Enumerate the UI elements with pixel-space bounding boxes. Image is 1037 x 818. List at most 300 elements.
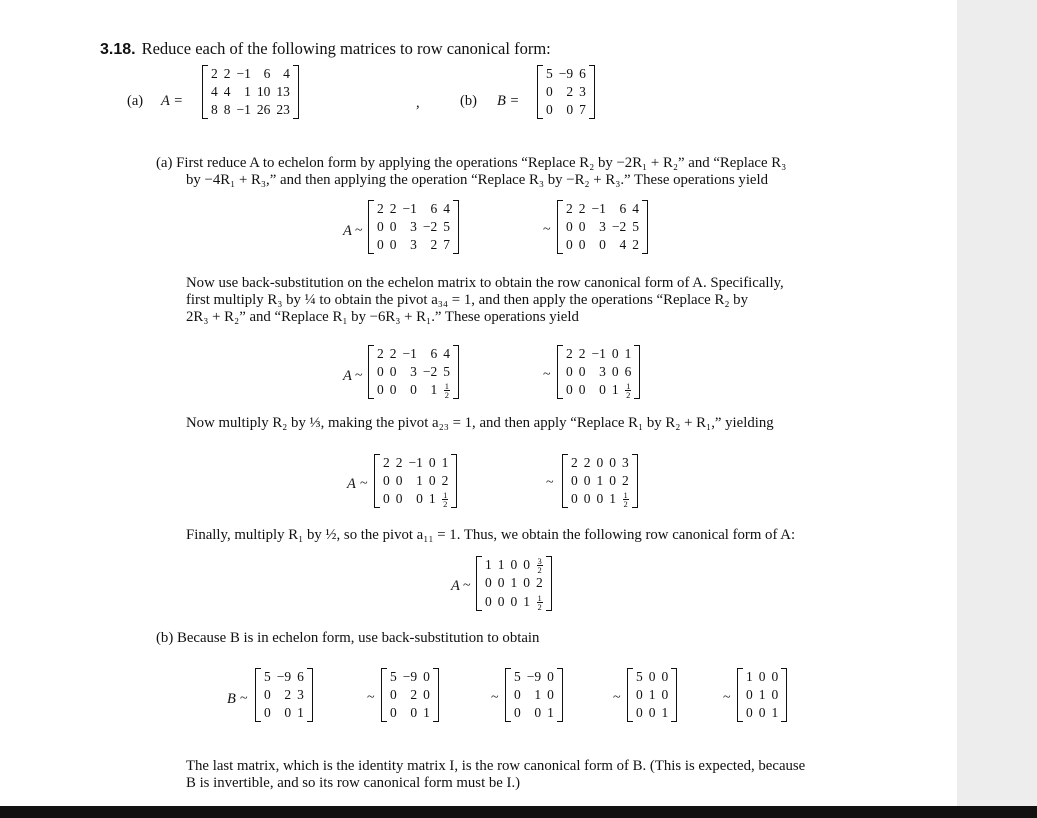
numerator: 1	[623, 490, 628, 501]
matrix-entry: 1	[441, 455, 449, 470]
matrix-entry: 2	[566, 84, 574, 99]
matrix-entry: −9	[526, 669, 542, 684]
matrix-entry: 0	[410, 382, 417, 398]
matrix-entry: 1	[624, 346, 632, 361]
matrix-b-step-1	[255, 668, 313, 722]
a-tilde-step-1: A	[343, 223, 352, 239]
matrix-entry: 1	[430, 382, 438, 398]
tilde-step-1: ~	[355, 223, 363, 238]
matrix-b-step-3	[505, 668, 563, 722]
matrix-entry: 0	[609, 455, 616, 470]
matrix-entry: 0	[264, 687, 271, 702]
matrix-row	[374, 200, 453, 218]
matrix-entry: 2	[566, 346, 573, 361]
matrix-entry: 0	[758, 705, 766, 720]
bracket-right	[293, 65, 299, 119]
a-tilde-final: A	[451, 578, 460, 594]
matrix-entry: 3	[622, 455, 629, 470]
part-a-label: (a)	[127, 93, 144, 109]
tilde-2b: ~	[543, 367, 551, 382]
matrix-entry: 0	[377, 364, 384, 379]
matrix-entry: 3	[599, 364, 606, 379]
denominator: 2	[626, 390, 631, 401]
matrix-entry: 0	[389, 237, 397, 252]
matrix-entry: 1	[510, 575, 518, 591]
matrix-a-symbol: A =	[161, 93, 184, 109]
matrix-entry: 0	[383, 491, 390, 507]
matrix-row	[387, 686, 433, 704]
matrix-row	[543, 83, 589, 101]
matrix-entry: 2	[223, 66, 231, 81]
matrix-entry: 1	[596, 473, 604, 488]
matrix-entry: −1	[402, 201, 417, 216]
matrix-entry: 1	[523, 593, 530, 609]
bracket-right	[451, 454, 457, 508]
matrix-entry: 0	[746, 687, 753, 702]
part-b-label: (b)	[460, 93, 477, 109]
tilde-chain-3: ~	[613, 690, 621, 705]
matrix-entry: 0	[497, 575, 505, 591]
matrix-entry: 6	[430, 346, 438, 361]
matrix-entry: 1	[416, 473, 423, 488]
matrix-entry: 0	[514, 705, 521, 720]
right-sidebar-panel	[957, 0, 1037, 818]
matrix-row	[380, 490, 451, 508]
matrix-row	[568, 490, 632, 508]
matrix-entry: 0	[523, 575, 530, 591]
matrix-body	[261, 668, 307, 722]
matrix-row	[563, 363, 634, 381]
matrix-entry: 0	[648, 669, 656, 684]
matrix-entry: 0	[485, 575, 492, 591]
matrix-row	[563, 236, 642, 254]
matrix-entry: 2	[632, 237, 639, 252]
para-4: Finally, multiply R₁ by ½, so the pivot a₁₁ = 1. Thus, we obtain the following row canonical form of A:	[186, 527, 796, 543]
matrix-entry: 0	[485, 593, 492, 609]
matrix-entry: 2	[441, 473, 449, 488]
matrix-step-2b	[557, 345, 640, 399]
matrix-row	[387, 704, 433, 722]
matrix-row	[380, 454, 451, 472]
matrix-body	[743, 668, 781, 722]
matrix-entry: 23	[276, 102, 290, 117]
matrix-entry: 0	[383, 473, 390, 488]
matrix-row	[261, 686, 307, 704]
matrix-entry: 1	[534, 687, 542, 702]
matrix-entry: 0	[546, 102, 553, 117]
matrix-entry	[622, 381, 635, 399]
matrix-entry: 0	[771, 669, 779, 684]
matrix-row	[208, 65, 293, 83]
matrix-entry: 2	[377, 346, 384, 361]
matrix-entry: 3	[410, 364, 417, 379]
matrix-body	[380, 454, 451, 508]
matrix-body	[543, 65, 589, 119]
matrix-entry: 8	[211, 102, 218, 117]
matrix-entry: 0	[547, 669, 554, 684]
matrix-entry: 0	[497, 593, 505, 609]
matrix-row	[511, 668, 557, 686]
matrix-entry: 3	[410, 237, 417, 252]
matrix-body	[387, 668, 433, 722]
matrix-b-step-4	[627, 668, 677, 722]
bracket-right	[589, 65, 595, 119]
matrix-entry: 5	[636, 669, 643, 684]
bracket-right	[453, 200, 459, 254]
a-tilde-step-3: A	[347, 476, 356, 492]
numerator: 1	[537, 592, 542, 603]
matrix-entry: 0	[514, 687, 521, 702]
matrix-row	[743, 704, 781, 722]
matrix-body	[633, 668, 671, 722]
matrix-entry: 4	[443, 346, 450, 361]
matrix-row	[543, 65, 589, 83]
matrix-entry: 0	[571, 473, 578, 488]
bracket-right	[307, 668, 313, 722]
matrix-entry: 3	[297, 687, 304, 702]
tilde-1b: ~	[543, 222, 551, 237]
fraction	[537, 557, 543, 574]
matrix-entry: 0	[596, 491, 604, 507]
matrix-row	[568, 454, 632, 472]
matrix-b	[537, 65, 595, 119]
matrix-entry: 1	[661, 705, 669, 720]
matrix-entry: 0	[746, 705, 753, 720]
matrix-body	[511, 668, 557, 722]
matrix-entry: 2	[410, 687, 418, 702]
matrix-entry: 0	[583, 491, 591, 507]
tilde-chain-0: ~	[240, 691, 248, 706]
para-3: Now multiply R₂ by ⅓, making the pivot a₂₃ = 1, and then apply “Replace R₁ by R₂ + R₁,” yielding	[186, 415, 774, 431]
matrix-entry: 4	[619, 237, 627, 252]
matrix-entry: 0	[377, 382, 384, 398]
matrix-row	[261, 704, 307, 722]
matrix-entry: −1	[236, 102, 251, 117]
problem-statement: Reduce each of the following matrices to row canonical form:	[141, 39, 551, 58]
matrix-entry: 8	[223, 102, 231, 117]
fraction	[625, 382, 631, 399]
matrix-entry: 3	[410, 219, 417, 234]
matrix-entry: 0	[566, 382, 573, 398]
matrix-entry: 1	[611, 382, 619, 398]
matrix-entry: −1	[591, 346, 606, 361]
matrix-entry: 0	[578, 382, 586, 398]
matrix-row	[563, 218, 642, 236]
solution-a-line-2: by −4R₁ + R₃,” and then applying the operation “Replace R₃ by −R₂ + R₃.” These operations yield	[186, 172, 769, 188]
matrix-entry	[440, 381, 453, 399]
matrix-row	[511, 686, 557, 704]
fraction	[623, 491, 629, 508]
matrix-step-2a	[368, 345, 459, 399]
matrix-entry: −2	[422, 364, 438, 379]
para-2-line-1: Now use back-substitution on the echelon matrix to obtain the row canonical form of A. Specifically,	[186, 275, 784, 291]
matrix-row	[482, 556, 546, 574]
bracket-right	[781, 668, 787, 722]
matrix-row	[743, 668, 781, 686]
matrix-entry: 1	[547, 705, 554, 720]
fraction	[537, 594, 543, 611]
matrix-entry: 0	[428, 473, 436, 488]
problem-number: 3.18.	[100, 41, 136, 58]
tilde-3b: ~	[546, 475, 554, 490]
matrix-body	[374, 200, 453, 254]
matrix-entry: 1	[771, 705, 779, 720]
bracket-right	[433, 668, 439, 722]
tilde-step-2: ~	[355, 368, 363, 383]
matrix-entry: 5	[546, 66, 553, 81]
matrix-entry: 0	[410, 705, 418, 720]
matrix-entry: 0	[428, 455, 436, 470]
matrix-step-3a	[374, 454, 457, 508]
matrix-entry: −9	[276, 669, 292, 684]
matrix-row	[543, 101, 589, 119]
matrix-step-3b	[562, 454, 638, 508]
matrix-entry: 2	[211, 66, 218, 81]
matrix-entry: 2	[583, 455, 591, 470]
matrix-entry: 0	[416, 491, 423, 507]
matrix-entry: 4	[223, 84, 231, 99]
matrix-entry: 1	[746, 669, 753, 684]
matrix-entry: 0	[395, 491, 403, 507]
matrix-entry: 0	[377, 237, 384, 252]
matrix-row	[374, 363, 453, 381]
denominator: 2	[444, 390, 449, 401]
matrix-entry	[439, 490, 452, 508]
matrix-entry: 1	[428, 491, 436, 507]
solution-b-line: (b) Because B is in echelon form, use back-substitution to obtain	[156, 630, 540, 646]
matrix-entry: 0	[534, 705, 542, 720]
denominator: 2	[623, 499, 628, 510]
denominator: 2	[537, 565, 542, 576]
matrix-entry: 0	[758, 669, 766, 684]
matrix-body	[374, 345, 453, 399]
bracket-right	[546, 556, 552, 611]
matrix-entry: 0	[609, 473, 616, 488]
matrix-entry: 1	[609, 491, 616, 507]
matrix-row	[563, 381, 634, 399]
matrix-entry: 4	[632, 201, 639, 216]
bracket-right	[557, 668, 563, 722]
numerator: 1	[626, 381, 631, 392]
solution-a-line-1: (a) First reduce A to echelon form by applying the operations “Replace R₂ by −2R₁ + R₂” and “Replace R₃	[156, 155, 787, 171]
matrix-entry: 2	[571, 455, 578, 470]
matrix-entry: 4	[283, 66, 290, 81]
matrix-entry: 5	[443, 364, 450, 379]
matrix-entry: 1	[423, 705, 430, 720]
matrix-entry: 0	[284, 705, 292, 720]
closing-line-2: B is invertible, and so its row canonical form must be I.)	[186, 775, 521, 791]
matrix-entry: 0	[578, 219, 586, 234]
matrix-entry: 0	[578, 364, 586, 379]
tilde-chain-4: ~	[723, 690, 731, 705]
matrix-entry: 0	[566, 237, 573, 252]
matrix-entry: 7	[579, 102, 586, 117]
matrix-entry: −1	[236, 66, 251, 81]
matrix-row	[374, 218, 453, 236]
matrix-entry: 6	[624, 364, 632, 379]
matrix-entry: 0	[377, 219, 384, 234]
matrix-entry: 2	[389, 201, 397, 216]
matrix-entry: 5	[514, 669, 521, 684]
matrix-entry: −2	[422, 219, 438, 234]
matrix-row	[568, 472, 632, 490]
matrix-entry: 13	[276, 84, 290, 99]
matrix-entry: 0	[648, 705, 656, 720]
matrix-entry: 0	[423, 687, 430, 702]
fraction	[444, 382, 450, 399]
matrix-body	[208, 65, 293, 119]
a-tilde-step-2: A	[343, 368, 352, 384]
matrix-row	[374, 345, 453, 363]
matrix-entry: 0	[390, 705, 397, 720]
matrix-final-a	[476, 556, 552, 611]
b-tilde-chain: B	[227, 691, 236, 707]
matrix-entry: 26	[256, 102, 271, 117]
matrix-entry: 2	[622, 473, 629, 488]
matrix-entry: 2	[536, 575, 543, 591]
matrix-entry: 2	[377, 201, 384, 216]
matrix-row	[633, 686, 671, 704]
bottom-bar	[0, 806, 1037, 818]
matrix-entry: 6	[263, 66, 271, 81]
matrix-entry: −9	[402, 669, 418, 684]
matrix-entry: 0	[389, 364, 397, 379]
matrix-a-comma: ,	[416, 95, 420, 111]
matrix-step-1a	[368, 200, 459, 254]
matrix-row	[743, 686, 781, 704]
matrix-body	[563, 200, 642, 254]
matrix-identity	[737, 668, 787, 722]
matrix-entry: −2	[611, 219, 627, 234]
matrix-entry	[533, 556, 546, 574]
matrix-entry: 2	[578, 346, 586, 361]
matrix-entry: 0	[771, 687, 779, 702]
bracket-right	[642, 200, 648, 254]
matrix-entry: 10	[256, 84, 271, 99]
matrix-entry: 1	[297, 705, 304, 720]
matrix-entry: 2	[566, 201, 573, 216]
matrix-entry: −1	[408, 455, 423, 470]
tilde-chain-2: ~	[491, 690, 499, 705]
matrix-body	[482, 556, 546, 611]
matrix-entry: 3	[579, 84, 586, 99]
matrix-entry: 2	[430, 237, 438, 252]
matrix-entry: 0	[390, 687, 397, 702]
matrix-entry: 0	[611, 364, 619, 379]
matrix-row	[563, 200, 642, 218]
matrix-b-step-2	[381, 668, 439, 722]
para-2-line-2: first multiply R₃ by ¼ to obtain the pivot a₃₄ = 1, and then apply the operations “Replace R₂ by	[186, 292, 748, 308]
tilde-chain-1: ~	[367, 690, 375, 705]
bracket-right	[634, 345, 640, 399]
closing-line-1: The last matrix, which is the identity matrix I, is the row canonical form of B. (This is expected, because	[186, 758, 806, 774]
matrix-entry: −9	[558, 66, 574, 81]
matrix-entry: 5	[443, 219, 450, 234]
matrix-body	[568, 454, 632, 508]
matrix-entry: 7	[443, 237, 450, 252]
matrix-entry: 0	[578, 237, 586, 252]
matrix-entry: 0	[546, 84, 553, 99]
matrix-entry: 0	[395, 473, 403, 488]
matrix-entry: 0	[264, 705, 271, 720]
matrix-row	[563, 345, 634, 363]
matrix-entry: 6	[619, 201, 627, 216]
matrix-entry: 0	[636, 705, 643, 720]
matrix-row	[387, 668, 433, 686]
matrix-entry: 0	[510, 593, 518, 609]
matrix-entry: 0	[423, 669, 430, 684]
matrix-entry: 0	[583, 473, 591, 488]
matrix-body	[563, 345, 634, 399]
matrix-entry: 2	[578, 201, 586, 216]
matrix-entry: 5	[632, 219, 639, 234]
matrix-entry: 0	[596, 455, 604, 470]
matrix-entry: −1	[402, 346, 417, 361]
matrix-entry: 0	[599, 382, 606, 398]
numerator: 1	[443, 490, 448, 501]
fraction	[442, 491, 448, 508]
matrix-entry: 5	[264, 669, 271, 684]
matrix-a	[202, 65, 299, 119]
bracket-right	[632, 454, 638, 508]
matrix-entry: 0	[389, 382, 397, 398]
matrix-entry: 4	[443, 201, 450, 216]
matrix-entry: 2	[389, 346, 397, 361]
para-2-line-3: 2R₃ + R₂” and “Replace R₁ by −6R₃ + R₁.” These operations yield	[186, 309, 579, 325]
matrix-row	[482, 574, 546, 592]
matrix-entry: 0	[599, 237, 606, 252]
matrix-entry: 2	[284, 687, 292, 702]
matrix-entry: 0	[611, 346, 619, 361]
matrix-entry: 0	[510, 557, 518, 573]
matrix-entry: 0	[566, 219, 573, 234]
matrix-row	[374, 381, 453, 399]
matrix-entry: 1	[648, 687, 656, 702]
matrix-row	[633, 668, 671, 686]
matrix-entry: 0	[661, 669, 669, 684]
matrix-step-1b	[557, 200, 648, 254]
matrix-entry: 0	[661, 687, 669, 702]
matrix-row	[261, 668, 307, 686]
matrix-entry: 1	[758, 687, 766, 702]
matrix-entry: 0	[566, 102, 574, 117]
matrix-entry: 0	[523, 557, 530, 573]
tilde-step-3: ~	[360, 476, 368, 491]
matrix-entry: 4	[211, 84, 218, 99]
matrix-entry: 0	[389, 219, 397, 234]
denominator: 2	[537, 601, 542, 612]
matrix-entry: 0	[547, 687, 554, 702]
matrix-entry: 1	[485, 557, 492, 573]
matrix-entry: 5	[390, 669, 397, 684]
matrix-row	[374, 236, 453, 254]
denominator: 2	[443, 499, 448, 510]
matrix-entry: 6	[430, 201, 438, 216]
matrix-entry: 6	[579, 66, 586, 81]
matrix-entry: 0	[566, 364, 573, 379]
matrix-entry: −1	[591, 201, 606, 216]
numerator: 3	[537, 556, 542, 567]
numerator: 1	[444, 381, 449, 392]
matrix-row	[208, 83, 293, 101]
tilde-final: ~	[463, 578, 471, 593]
bracket-right	[671, 668, 677, 722]
matrix-entry: 0	[636, 687, 643, 702]
matrix-row	[511, 704, 557, 722]
matrix-row	[482, 592, 546, 610]
problem-heading	[100, 39, 551, 59]
matrix-row	[380, 472, 451, 490]
